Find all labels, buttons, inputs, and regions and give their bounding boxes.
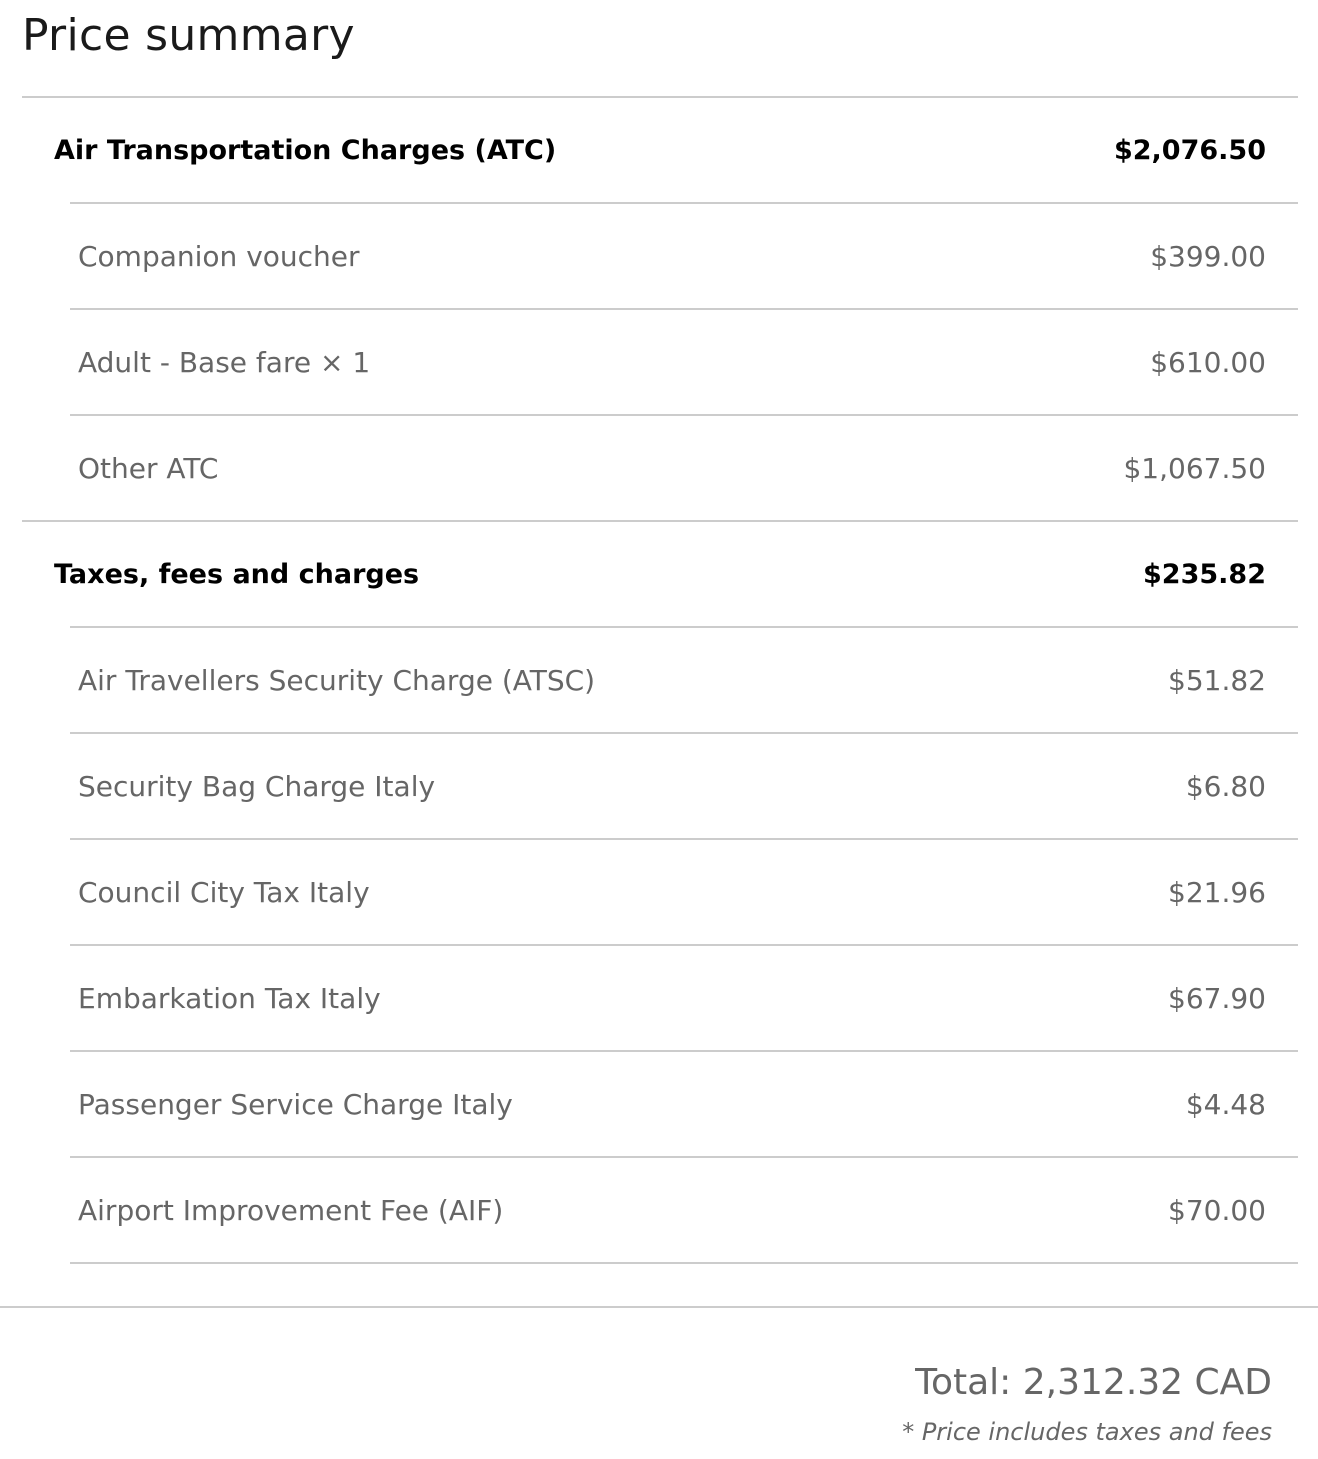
line-item-council-city-tax [70,838,1298,944]
line-item-label: Adult - Base fare × 1 [78,345,371,379]
line-item-atsc [70,626,1298,732]
line-item-partially-hidden [70,1262,1298,1307]
total-price: Total: 2,312.32 CAD [915,1362,1272,1403]
line-item-label: Council City Tax Italy [78,875,370,909]
line-item-label: Other ATC [78,451,219,485]
taxes-section-header [22,522,1298,626]
price-footer [0,1306,1318,1459]
line-item-passenger-service-charge [70,1050,1298,1156]
page-title: Price summary [22,10,355,61]
line-item-label: Security Bag Charge Italy [78,769,436,803]
taxes-section-amount: $235.82 [1143,558,1266,590]
line-item-security-bag-charge [70,732,1298,838]
atc-section-header [22,98,1298,202]
line-item-amount: $51.82 [1168,663,1266,697]
atc-section [22,96,1298,520]
line-item-label: Air Travellers Security Charge (ATSC) [78,663,596,697]
line-item-amount: $67.90 [1168,981,1266,1015]
line-item-amount: $4.48 [1185,1087,1266,1121]
taxes-section-title: Taxes, fees and charges [54,558,420,590]
atc-section-title: Air Transportation Charges (ATC) [54,134,557,166]
line-item-label: Companion voucher [78,239,360,273]
price-breakdown-scroll-area[interactable] [0,96,1318,1307]
price-note: * Price includes taxes and fees [902,1418,1272,1446]
line-item-companion-voucher [70,202,1298,308]
line-item-other-atc [70,414,1298,520]
line-item-amount: $1,067.50 [1123,451,1266,485]
line-item-amount: $610.00 [1150,345,1266,379]
line-item-amount: $6.80 [1185,769,1266,803]
line-item-amount: $70.00 [1168,1193,1266,1227]
taxes-section [22,520,1298,1307]
line-item-label: Passenger Service Charge Italy [78,1087,513,1121]
line-item-label: Embarkation Tax Italy [78,981,381,1015]
atc-section-amount: $2,076.50 [1113,134,1266,166]
line-item-amount: $399.00 [1150,239,1266,273]
line-item-amount: $21.96 [1168,875,1266,909]
line-item-airport-improvement-fee [70,1156,1298,1262]
line-item-adult-base-fare [70,308,1298,414]
line-item-label: Airport Improvement Fee (AIF) [78,1193,504,1227]
line-item-embarkation-tax [70,944,1298,1050]
